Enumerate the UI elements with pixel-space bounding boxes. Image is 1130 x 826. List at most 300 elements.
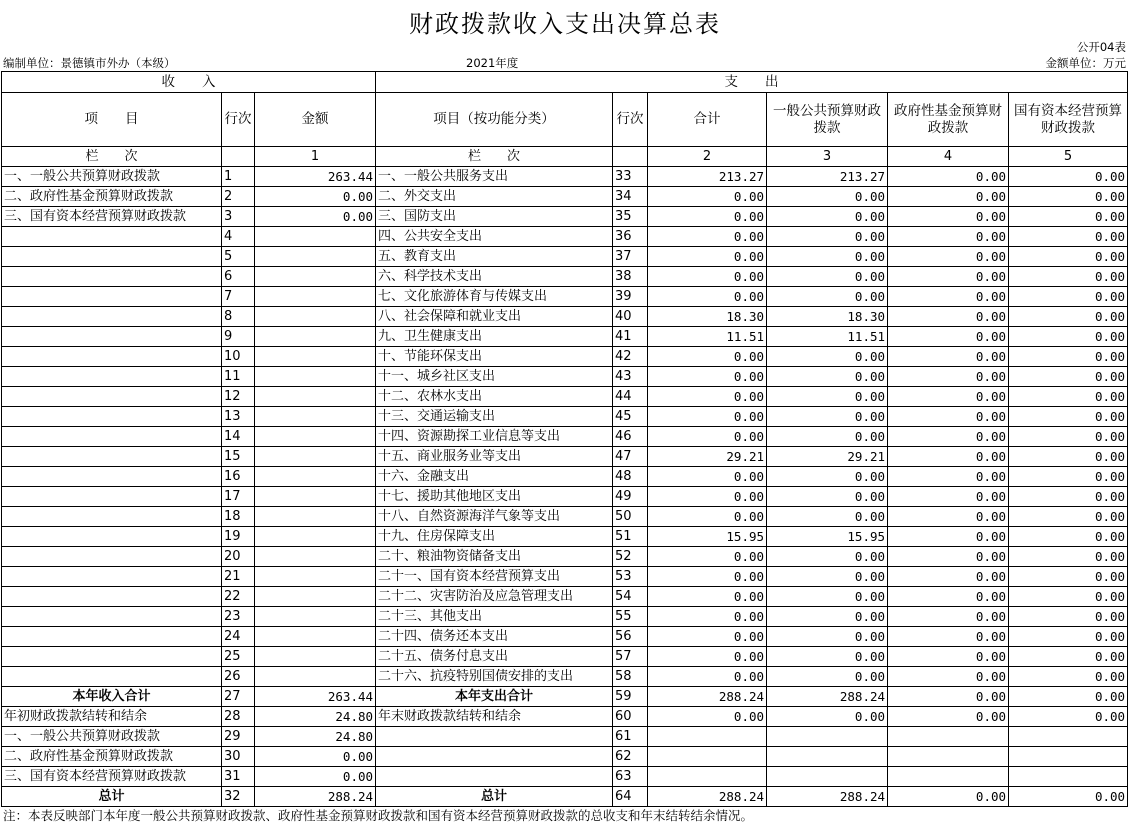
income-row-no: 11	[222, 367, 255, 387]
table-row	[2, 367, 1128, 387]
expense-state-capital: 0.00	[1009, 167, 1128, 187]
expense-row-no: 37	[613, 247, 648, 267]
expense-total: 0.00	[648, 547, 767, 567]
table-row	[2, 727, 1128, 747]
income-item	[2, 247, 222, 267]
expense-state-capital: 0.00	[1009, 407, 1128, 427]
table-row	[2, 307, 1128, 327]
expense-state-capital: 0.00	[1009, 267, 1128, 287]
expense-row-no: 42	[613, 347, 648, 367]
expense-state-capital: 0.00	[1009, 187, 1128, 207]
expense-general-budget: 0.00	[767, 607, 888, 627]
expense-state-capital: 0.00	[1009, 327, 1128, 347]
expense-total: 0.00	[648, 487, 767, 507]
expense-state-capital: 0.00	[1009, 667, 1128, 687]
expense-total: 0.00	[648, 427, 767, 447]
expense-row-no: 41	[613, 327, 648, 347]
expense-row-no: 60	[613, 707, 648, 727]
expense-general-budget: 213.27	[767, 167, 888, 187]
table-row	[2, 687, 1128, 707]
expense-general-budget: 0.00	[767, 227, 888, 247]
expense-general-budget: 288.24	[767, 787, 888, 807]
income-amount	[255, 247, 376, 267]
expense-gov-fund: 0.00	[888, 627, 1009, 647]
expense-item: 九、卫生健康支出	[376, 327, 613, 347]
income-row-no: 31	[222, 767, 255, 787]
expense-row-no: 59	[613, 687, 648, 707]
income-row-no: 28	[222, 707, 255, 727]
blank-cell	[222, 147, 255, 167]
income-row-no: 25	[222, 647, 255, 667]
expense-item: 三、国防支出	[376, 207, 613, 227]
table-row	[2, 747, 1128, 767]
expense-total: 0.00	[648, 647, 767, 667]
expense-row-no: 40	[613, 307, 648, 327]
expense-general-budget: 18.30	[767, 307, 888, 327]
expense-general-budget	[767, 747, 888, 767]
income-amount: 0.00	[255, 767, 376, 787]
income-row-no: 17	[222, 487, 255, 507]
expense-row-no: 61	[613, 727, 648, 747]
expense-state-capital: 0.00	[1009, 447, 1128, 467]
expense-general-budget: 0.00	[767, 487, 888, 507]
item-header: 项 目	[2, 93, 222, 147]
expense-general-budget: 0.00	[767, 567, 888, 587]
expense-row-no: 47	[613, 447, 648, 467]
income-item	[2, 547, 222, 567]
table-row	[2, 567, 1128, 587]
income-row-no: 20	[222, 547, 255, 567]
table-row	[2, 667, 1128, 687]
expense-row-no: 49	[613, 487, 648, 507]
income-row-no: 32	[222, 787, 255, 807]
column-number-3: 3	[767, 147, 888, 167]
expense-total: 288.24	[648, 687, 767, 707]
expense-general-budget: 0.00	[767, 667, 888, 687]
table-row	[2, 207, 1128, 227]
expense-total: 0.00	[648, 607, 767, 627]
expense-general-budget: 0.00	[767, 587, 888, 607]
blank-cell	[613, 147, 648, 167]
expense-item: 二十三、其他支出	[376, 607, 613, 627]
expense-total: 0.00	[648, 207, 767, 227]
income-amount	[255, 547, 376, 567]
column-number-1: 1	[255, 147, 376, 167]
income-row-no: 26	[222, 667, 255, 687]
expense-row-no: 55	[613, 607, 648, 627]
expense-state-capital: 0.00	[1009, 547, 1128, 567]
expense-gov-fund: 0.00	[888, 567, 1009, 587]
income-amount	[255, 347, 376, 367]
income-item: 一、一般公共预算财政拨款	[2, 167, 222, 187]
income-amount: 288.24	[255, 787, 376, 807]
table-row	[2, 487, 1128, 507]
expense-gov-fund: 0.00	[888, 427, 1009, 447]
gov-fund-header: 政府性基金预算财政拨款	[888, 93, 1009, 147]
expense-state-capital: 0.00	[1009, 607, 1128, 627]
expense-header: 支 出	[376, 72, 1128, 93]
form-code: 公开04表	[1076, 40, 1126, 54]
income-amount	[255, 267, 376, 287]
expense-gov-fund: 0.00	[888, 787, 1009, 807]
income-item: 年初财政拨款结转和结余	[2, 707, 222, 727]
column-number-5: 5	[1009, 147, 1128, 167]
expense-row-no: 39	[613, 287, 648, 307]
expense-gov-fund: 0.00	[888, 307, 1009, 327]
income-amount	[255, 307, 376, 327]
expense-general-budget: 0.00	[767, 387, 888, 407]
expense-item: 二十、粮油物资储备支出	[376, 547, 613, 567]
expense-total: 0.00	[648, 267, 767, 287]
income-amount	[255, 527, 376, 547]
expense-general-budget: 11.51	[767, 327, 888, 347]
expense-state-capital: 0.00	[1009, 707, 1128, 727]
footnote: 注：本表反映部门本年度一般公共预算财政拨款、政府性基金预算财政拨款和国有资本经营预算财政拨款的总收支和年末结转结余情况。	[3, 808, 754, 823]
income-amount	[255, 487, 376, 507]
income-item	[2, 367, 222, 387]
income-amount	[255, 387, 376, 407]
income-row-no: 8	[222, 307, 255, 327]
expense-item: 四、公共安全支出	[376, 227, 613, 247]
income-amount: 263.44	[255, 687, 376, 707]
expense-total: 0.00	[648, 627, 767, 647]
expense-total: 29.21	[648, 447, 767, 467]
expense-item: 十六、金融支出	[376, 467, 613, 487]
page-title: 财政拨款收入支出决算总表	[409, 10, 721, 38]
expense-row-no: 58	[613, 667, 648, 687]
row-no-header: 行次	[222, 93, 255, 147]
expense-state-capital: 0.00	[1009, 647, 1128, 667]
income-row-no: 15	[222, 447, 255, 467]
expense-general-budget: 0.00	[767, 467, 888, 487]
expense-state-capital: 0.00	[1009, 787, 1128, 807]
expense-item: 二十二、灾害防治及应急管理支出	[376, 587, 613, 607]
income-amount: 263.44	[255, 167, 376, 187]
income-amount	[255, 367, 376, 387]
expense-state-capital: 0.00	[1009, 487, 1128, 507]
expense-item	[376, 747, 613, 767]
expense-state-capital: 0.00	[1009, 507, 1128, 527]
expense-row-no: 36	[613, 227, 648, 247]
income-row-no: 24	[222, 627, 255, 647]
expense-row-no: 53	[613, 567, 648, 587]
expense-total: 0.00	[648, 227, 767, 247]
column-number-4: 4	[888, 147, 1009, 167]
expense-item: 十八、自然资源海洋气象等支出	[376, 507, 613, 527]
currency-unit: 金额单位：万元	[1045, 56, 1126, 70]
expense-item: 六、科学技术支出	[376, 267, 613, 287]
expense-gov-fund: 0.00	[888, 507, 1009, 527]
expense-state-capital: 0.00	[1009, 367, 1128, 387]
income-row-no: 7	[222, 287, 255, 307]
table-row	[2, 467, 1128, 487]
expense-state-capital: 0.00	[1009, 627, 1128, 647]
income-row-no: 30	[222, 747, 255, 767]
expense-total: 0.00	[648, 707, 767, 727]
expense-total: 11.51	[648, 327, 767, 347]
expense-item: 十一、城乡社区支出	[376, 367, 613, 387]
expense-gov-fund	[888, 727, 1009, 747]
income-item: 二、政府性基金预算财政拨款	[2, 747, 222, 767]
income-item	[2, 507, 222, 527]
expense-gov-fund: 0.00	[888, 707, 1009, 727]
expense-row-no: 35	[613, 207, 648, 227]
expense-item: 十五、商业服务业等支出	[376, 447, 613, 467]
expense-item: 二十一、国有资本经营预算支出	[376, 567, 613, 587]
expense-gov-fund	[888, 747, 1009, 767]
expense-general-budget: 0.00	[767, 627, 888, 647]
income-row-no: 3	[222, 207, 255, 227]
expense-item: 十七、援助其他地区支出	[376, 487, 613, 507]
expense-item: 二十四、债务还本支出	[376, 627, 613, 647]
expense-general-budget: 288.24	[767, 687, 888, 707]
income-row-no: 16	[222, 467, 255, 487]
expense-row-no: 48	[613, 467, 648, 487]
income-row-no: 21	[222, 567, 255, 587]
expense-total: 213.27	[648, 167, 767, 187]
income-item: 一、一般公共预算财政拨款	[2, 727, 222, 747]
income-item: 本年收入合计	[2, 687, 222, 707]
expense-general-budget: 0.00	[767, 507, 888, 527]
income-item	[2, 667, 222, 687]
expense-state-capital: 0.00	[1009, 587, 1128, 607]
expense-item: 十、节能环保支出	[376, 347, 613, 367]
expense-state-capital: 0.00	[1009, 247, 1128, 267]
table-row	[2, 507, 1128, 527]
income-item	[2, 267, 222, 287]
compiling-unit: 编制单位：景德镇市外办（本级）	[3, 56, 176, 70]
table-row	[2, 587, 1128, 607]
expense-state-capital: 0.00	[1009, 467, 1128, 487]
expense-item: 一、一般公共服务支出	[376, 167, 613, 187]
state-capital-header: 国有资本经营预算财政拨款	[1009, 93, 1128, 147]
expense-gov-fund: 0.00	[888, 447, 1009, 467]
expense-gov-fund: 0.00	[888, 527, 1009, 547]
expense-gov-fund: 0.00	[888, 647, 1009, 667]
expense-row-no: 46	[613, 427, 648, 447]
table-row	[2, 347, 1128, 367]
expense-row-no: 45	[613, 407, 648, 427]
income-item	[2, 627, 222, 647]
expense-item: 十九、住房保障支出	[376, 527, 613, 547]
expense-row-no: 38	[613, 267, 648, 287]
income-row-no: 14	[222, 427, 255, 447]
expense-gov-fund: 0.00	[888, 667, 1009, 687]
expense-gov-fund: 0.00	[888, 387, 1009, 407]
table-row	[2, 607, 1128, 627]
expense-item: 五、教育支出	[376, 247, 613, 267]
table-row	[2, 647, 1128, 667]
expense-total: 0.00	[648, 667, 767, 687]
expense-total: 0.00	[648, 187, 767, 207]
income-row-no: 4	[222, 227, 255, 247]
table-row	[2, 447, 1128, 467]
expense-row-no: 52	[613, 547, 648, 567]
expense-general-budget: 15.95	[767, 527, 888, 547]
expense-general-budget: 0.00	[767, 707, 888, 727]
table-row	[2, 227, 1128, 247]
income-amount	[255, 667, 376, 687]
expense-item: 总计	[376, 787, 613, 807]
income-header: 收 入	[2, 72, 376, 93]
income-item	[2, 227, 222, 247]
expense-total: 0.00	[648, 587, 767, 607]
income-amount	[255, 647, 376, 667]
expense-gov-fund: 0.00	[888, 227, 1009, 247]
expense-item: 本年支出合计	[376, 687, 613, 707]
expense-total: 288.24	[648, 787, 767, 807]
expense-total	[648, 727, 767, 747]
table-row	[2, 707, 1128, 727]
expense-total: 0.00	[648, 247, 767, 267]
expense-row-no: 62	[613, 747, 648, 767]
income-item	[2, 467, 222, 487]
expense-row-no: 33	[613, 167, 648, 187]
expense-state-capital: 0.00	[1009, 347, 1128, 367]
income-item: 三、国有资本经营预算财政拨款	[2, 207, 222, 227]
expense-general-budget: 0.00	[767, 407, 888, 427]
table-row	[2, 267, 1128, 287]
expense-state-capital: 0.00	[1009, 287, 1128, 307]
income-row-no: 5	[222, 247, 255, 267]
expense-state-capital: 0.00	[1009, 207, 1128, 227]
expense-total: 15.95	[648, 527, 767, 547]
income-item	[2, 607, 222, 627]
expense-general-budget: 0.00	[767, 287, 888, 307]
expense-total	[648, 747, 767, 767]
expense-general-budget: 0.00	[767, 247, 888, 267]
income-amount	[255, 627, 376, 647]
expense-total: 0.00	[648, 387, 767, 407]
income-amount: 24.80	[255, 707, 376, 727]
expense-gov-fund: 0.00	[888, 407, 1009, 427]
income-amount	[255, 567, 376, 587]
expense-row-no: 64	[613, 787, 648, 807]
income-item	[2, 527, 222, 547]
income-item	[2, 587, 222, 607]
expense-general-budget: 0.00	[767, 367, 888, 387]
income-row-no: 19	[222, 527, 255, 547]
income-item	[2, 407, 222, 427]
total-header: 合计	[648, 93, 767, 147]
expense-general-budget: 0.00	[767, 207, 888, 227]
expense-row-no: 43	[613, 367, 648, 387]
income-amount	[255, 227, 376, 247]
expense-total: 0.00	[648, 507, 767, 527]
expense-general-budget: 0.00	[767, 427, 888, 447]
expense-total: 0.00	[648, 567, 767, 587]
expense-gov-fund: 0.00	[888, 187, 1009, 207]
table-row	[2, 327, 1128, 347]
income-item	[2, 327, 222, 347]
income-amount: 0.00	[255, 747, 376, 767]
expense-gov-fund: 0.00	[888, 287, 1009, 307]
column-label-left: 栏 次	[2, 147, 222, 167]
income-row-no: 10	[222, 347, 255, 367]
expense-gov-fund: 0.00	[888, 327, 1009, 347]
row-no-header-right: 行次	[613, 93, 648, 147]
income-row-no: 12	[222, 387, 255, 407]
expense-row-no: 57	[613, 647, 648, 667]
expense-item	[376, 767, 613, 787]
expense-state-capital: 0.00	[1009, 227, 1128, 247]
income-item	[2, 427, 222, 447]
income-item	[2, 387, 222, 407]
income-amount	[255, 287, 376, 307]
income-item: 三、国有资本经营预算财政拨款	[2, 767, 222, 787]
expense-total: 0.00	[648, 407, 767, 427]
income-item	[2, 487, 222, 507]
expense-state-capital	[1009, 747, 1128, 767]
expense-gov-fund: 0.00	[888, 487, 1009, 507]
income-row-no: 9	[222, 327, 255, 347]
fiscal-year: 2021年度	[466, 56, 519, 70]
expense-general-budget	[767, 727, 888, 747]
expense-item: 七、文化旅游体育与传媒支出	[376, 287, 613, 307]
income-item	[2, 307, 222, 327]
income-row-no: 1	[222, 167, 255, 187]
expense-row-no: 56	[613, 627, 648, 647]
expense-gov-fund: 0.00	[888, 207, 1009, 227]
income-amount	[255, 467, 376, 487]
income-amount	[255, 407, 376, 427]
income-amount: 0.00	[255, 187, 376, 207]
expense-total: 0.00	[648, 467, 767, 487]
column-number-2: 2	[648, 147, 767, 167]
income-row-no: 27	[222, 687, 255, 707]
expense-state-capital: 0.00	[1009, 687, 1128, 707]
income-row-no: 6	[222, 267, 255, 287]
expense-state-capital: 0.00	[1009, 307, 1128, 327]
table-row	[2, 167, 1128, 187]
table-row	[2, 427, 1128, 447]
table-row	[2, 787, 1128, 807]
table-row	[2, 407, 1128, 427]
table-row	[2, 187, 1128, 207]
expense-state-capital: 0.00	[1009, 387, 1128, 407]
expense-general-budget	[767, 767, 888, 787]
expense-gov-fund: 0.00	[888, 687, 1009, 707]
expense-gov-fund: 0.00	[888, 267, 1009, 287]
table-row	[2, 627, 1128, 647]
income-item	[2, 447, 222, 467]
expense-gov-fund: 0.00	[888, 167, 1009, 187]
expense-total: 18.30	[648, 307, 767, 327]
expense-gov-fund: 0.00	[888, 367, 1009, 387]
expense-item: 二十五、债务付息支出	[376, 647, 613, 667]
expense-gov-fund: 0.00	[888, 607, 1009, 627]
expense-gov-fund: 0.00	[888, 587, 1009, 607]
column-label-right: 栏 次	[376, 147, 613, 167]
expense-general-budget: 29.21	[767, 447, 888, 467]
amount-header: 金额	[255, 93, 376, 147]
expense-row-no: 50	[613, 507, 648, 527]
expense-gov-fund: 0.00	[888, 347, 1009, 367]
table-row	[2, 387, 1128, 407]
income-amount	[255, 587, 376, 607]
income-row-no: 2	[222, 187, 255, 207]
expense-total: 0.00	[648, 347, 767, 367]
general-budget-header: 一般公共预算财政拨款	[767, 93, 888, 147]
income-amount	[255, 607, 376, 627]
table-row	[2, 527, 1128, 547]
expense-state-capital	[1009, 767, 1128, 787]
income-amount	[255, 447, 376, 467]
income-amount	[255, 507, 376, 527]
income-row-no: 22	[222, 587, 255, 607]
income-row-no: 13	[222, 407, 255, 427]
expense-total	[648, 767, 767, 787]
